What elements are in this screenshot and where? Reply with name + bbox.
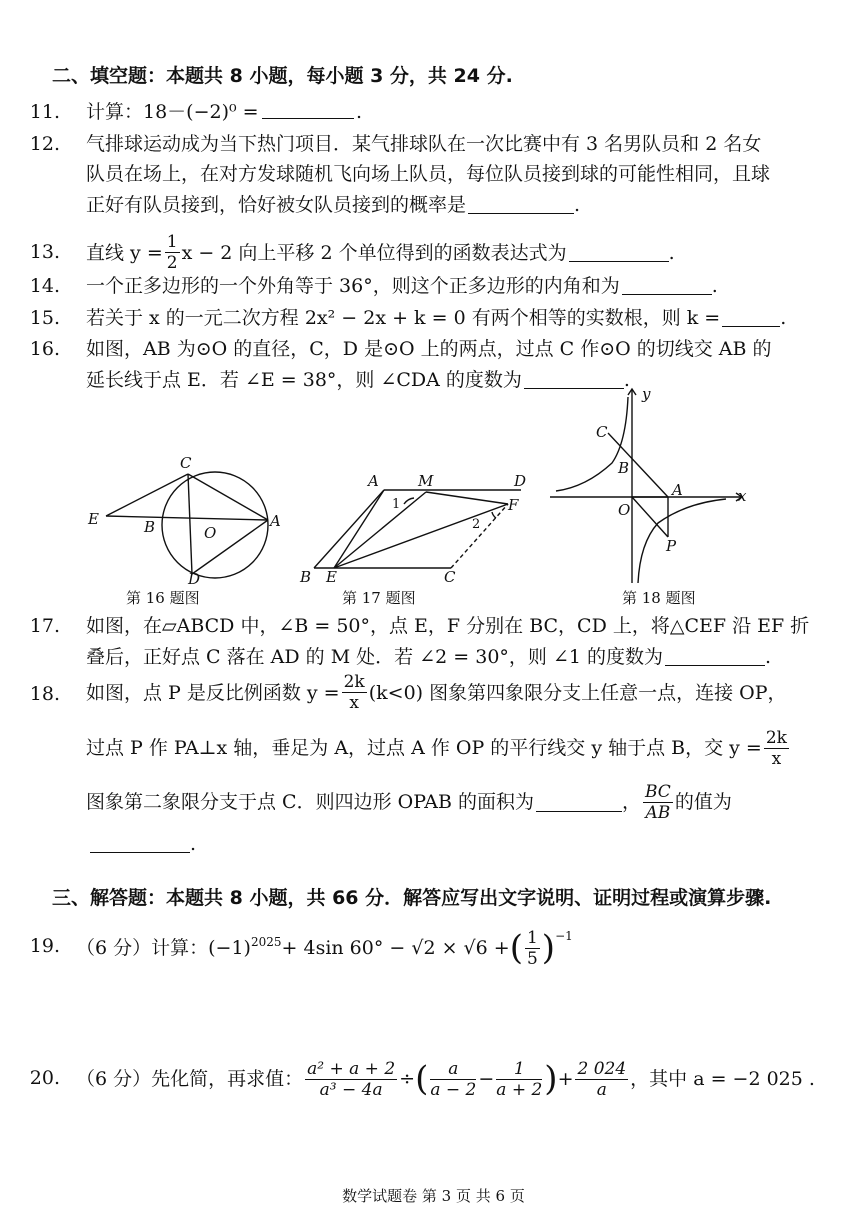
figure-17-diagram — [296, 468, 536, 588]
label-a: A — [368, 472, 379, 490]
question-text-line3: 正好有队员接到，恰好被女队员接到的概率是 — [86, 194, 467, 216]
label-p: P — [666, 537, 677, 555]
exponent: 2025 — [250, 935, 282, 949]
line-ca — [608, 433, 668, 497]
fraction-4: $\frac{2 024}{a}$ — [577, 1058, 627, 1100]
label-a: A — [672, 481, 683, 499]
question-text-line2: 过点 P 作 PA⊥x 轴，垂足为 A，过点 A 作 OP 的平行线交 y 轴于点 B，交 y = — [86, 737, 762, 759]
fold-ef — [334, 504, 508, 568]
question-18-line4: . — [90, 832, 196, 856]
question-number: 16. — [29, 338, 60, 360]
answer-blank[interactable] — [622, 276, 712, 295]
figure-18-diagram — [546, 383, 766, 588]
line-mf — [426, 492, 508, 504]
answer-blank[interactable] — [665, 647, 765, 666]
question-text-line1: 如图，AB 为⊙O 的直径，C，D 是⊙O 上的两点，过点 C 作⊙O 的切线交 AB 的 — [86, 338, 772, 360]
fraction-2k-over-x: $\frac{2k}{x}$ — [343, 672, 365, 713]
label-y: y — [642, 385, 651, 403]
line-op — [632, 497, 668, 537]
question-number: 11. — [29, 101, 60, 123]
question-text-line3a: 图象第二象限分支于点 C．则四边形 OPAB 的面积为 — [86, 791, 534, 813]
question-text-pre: （6 分）先化简，再求值： — [76, 1068, 304, 1090]
line-ae — [334, 490, 384, 568]
question-text: 若关于 x 的一元二次方程 2x² − 2x + k = 0 有两个相等的实数根，则 k = — [86, 307, 721, 329]
label-c: C — [180, 454, 192, 472]
label-c: C — [444, 568, 456, 586]
question-12-line3: 正好有队员接到，恰好被女队员接到的概率是 . — [86, 194, 581, 216]
question-number: 17. — [29, 615, 60, 637]
plus-sign: + — [557, 1068, 574, 1090]
answer-blank-area[interactable] — [536, 793, 622, 812]
answer-blank[interactable] — [262, 100, 354, 119]
label-o: O — [204, 524, 217, 542]
question-number: 13. — [29, 241, 60, 263]
answer-blank[interactable] — [468, 195, 574, 214]
figure-16-diagram — [80, 450, 290, 590]
comma: ， — [621, 791, 641, 813]
label-b: B — [300, 568, 312, 586]
label-d: D — [514, 472, 527, 490]
divide-sign: ÷ — [399, 1068, 416, 1090]
dashed-cf — [451, 504, 508, 568]
question-16-line2: 延长线于点 E．若 ∠E = 38°，则 ∠CDA 的度数为 . — [86, 369, 630, 391]
figure-17-caption: 第 17 题图 — [342, 589, 416, 607]
question-number: 12. — [29, 133, 60, 155]
answer-blank[interactable] — [569, 243, 669, 262]
label-a: A — [270, 512, 281, 530]
question-text-line2: 延长线于点 E．若 ∠E = 38°，则 ∠CDA 的度数为 — [86, 369, 522, 391]
exponent-neg-one: −1 — [555, 929, 573, 943]
question-18-line3 — [86, 780, 732, 824]
answer-blank-ratio[interactable] — [90, 834, 190, 853]
question-text-line2: 叠后，正好点 C 落在 AD 的 M 处．若 ∠2 = 30°，则 ∠1 的度数为 — [86, 646, 663, 668]
fraction: $\frac{1}{2}$ — [166, 232, 178, 273]
question-text-pre: （6 分）计算：(−1) — [76, 937, 251, 959]
question-number: 19. — [29, 935, 60, 957]
question-text-post: x − 2 向上平移 2 个单位得到的函数表达式为 — [181, 241, 567, 264]
angle-2-arc — [492, 512, 496, 518]
question-number: 15. — [29, 307, 60, 329]
question-text-line1b: (k<0) 图象第四象限分支上任意一点，连接 OP， — [368, 681, 787, 704]
question-text-line1: 如图，在▱ABCD 中，∠B = 50°，点 E，F 分别在 BC，CD 上，将△CEF 沿 EF 折 — [86, 615, 810, 637]
tangent-ec — [106, 474, 188, 516]
fraction-one-fifth: $\frac{1}{5}$ — [526, 927, 538, 969]
section-3-title: 三、解答题：本题共 8 小题，共 66 分．解答应写出文字说明、证明过程或演算步骤. — [52, 887, 772, 909]
label-b: B — [144, 518, 156, 536]
fraction-2: $\frac{a}{a - 2}$ — [430, 1058, 477, 1100]
label-x: x — [738, 487, 747, 505]
chord-ca — [188, 474, 268, 520]
hyperbola-branch-4 — [638, 499, 726, 583]
question-number: 20. — [29, 1067, 60, 1089]
label-m: M — [418, 472, 434, 490]
question-text: 直线 y = — [86, 241, 163, 264]
label-e: E — [88, 510, 99, 528]
answer-blank[interactable] — [722, 308, 780, 327]
fraction-1: $\frac{\text{a² + a + 2}}{\text{a³ − 4a}}$ — [307, 1058, 396, 1100]
line-ea — [106, 516, 268, 520]
minus-sign: − — [478, 1068, 495, 1090]
chord-cd — [188, 474, 192, 574]
question-text-mid: + 4sin 60° − √2 × √6 + — [281, 937, 510, 959]
figure-18-caption: 第 18 题图 — [622, 589, 696, 607]
question-text-line2: 队员在场上，在对方发球随机飞向场上队员，每位队员接到球的可能性相同，且球 — [86, 163, 771, 185]
page-footer: 数学试题卷 第 3 页 共 6 页 — [342, 1187, 525, 1205]
question-text-line3c: 的值为 — [674, 791, 732, 813]
fraction-2k-over-x: $\frac{2k}{x}$ — [765, 727, 787, 769]
question-text-line1: 气排球运动成为当下热门项目．某气排球队在一次比赛中有 3 名男队员和 2 名女 — [86, 133, 762, 155]
fraction-3: $\frac{1}{a + 2}$ — [496, 1058, 543, 1100]
angle-1-label: 1 — [392, 497, 401, 512]
angle-2-label: 2 — [472, 517, 481, 532]
question-number: 18. — [29, 683, 60, 705]
label-f: F — [508, 496, 519, 514]
question-number: 14. — [29, 275, 60, 297]
question-17-line2: 叠后，正好点 C 落在 AD 的 M 处．若 ∠2 = 30°，则 ∠1 的度数为 . — [86, 646, 772, 668]
section-2-title: 二、填空题：本题共 8 小题，每小题 3 分，共 24 分. — [52, 65, 513, 87]
label-c: C — [596, 423, 608, 441]
fraction-bc-over-ab: $\frac{BC}{AB}$ — [644, 781, 671, 823]
figure-16-caption: 第 16 题图 — [126, 589, 200, 607]
label-e: E — [326, 568, 337, 586]
label-o: O — [618, 501, 631, 519]
label-d: D — [188, 570, 201, 588]
question-text-line1a: 如图，点 P 是反比例函数 y = — [86, 681, 340, 704]
question-18-line2 — [86, 726, 791, 770]
question-text-post: ，其中 a = −2 025 . — [630, 1068, 815, 1090]
label-b: B — [618, 459, 630, 477]
question-text: 一个正多边形的一个外角等于 36°，则这个正多边形的内角和为 — [86, 275, 620, 297]
question-text: 计算：18－(−2)⁰ = — [86, 101, 259, 123]
